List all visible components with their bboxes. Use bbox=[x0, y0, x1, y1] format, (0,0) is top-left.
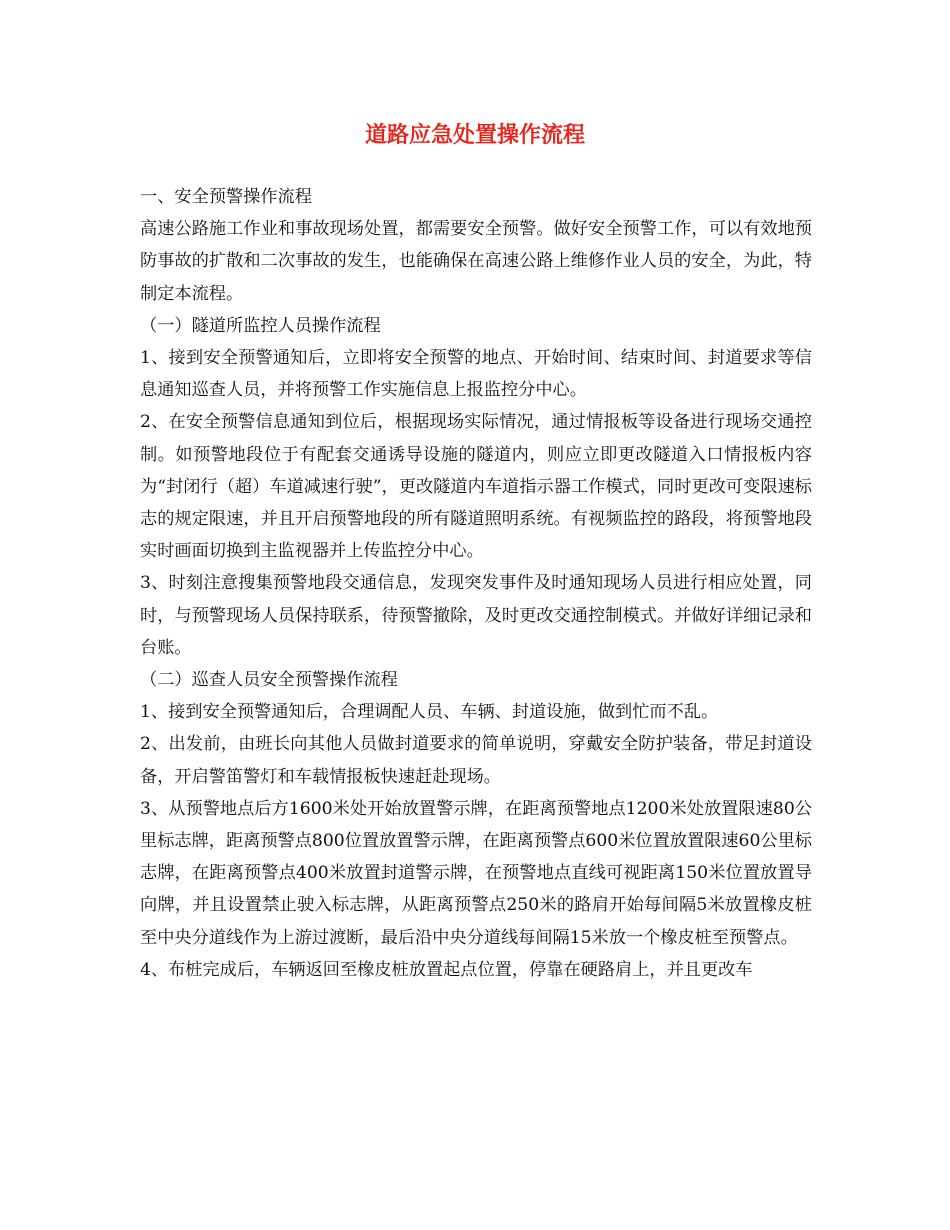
step-paragraph: 1、接到安全预警通知后，合理调配人员、车辆、封道设施，做到忙而不乱。 bbox=[140, 702, 719, 723]
step-paragraph: 2、出发前，由班长向其他人员做封道要求的简单说明，穿戴安全防护装备，带足封道设备，开启警笛警灯和车载情报板快速赶赴现场。 bbox=[140, 734, 812, 787]
step-paragraph: 1、接到安全预警通知后，立即将安全预警的地点、开始时间、结束时间、封道要求等信息通知巡查人员，并将预警工作实施信息上报监控分中心。 bbox=[140, 348, 812, 401]
section-heading: 一、安全预警操作流程 bbox=[140, 187, 312, 207]
step-paragraph: 4、布桩完成后，车辆返回至橡皮桩放置起点位置，停靠在硬路肩上，并且更改车 bbox=[140, 959, 753, 980]
document-title: 道路应急处置操作流程 bbox=[364, 122, 585, 148]
step-paragraph: 3、时刻注意搜集预警地段交通信息，发现突发事件及时通知现场人员进行相应处置，同时，与预警现场人员保持联系，待预警撤除，及时更改交通控制模式。并做好详细记录和台账。 bbox=[140, 573, 812, 658]
intro-paragraph: 高速公路施工作业和事故现场处置，都需要安全预警。做好安全预警工作，可以有效地预防事故的扩散和二次事故的发生，也能确保在高速公路上维修作业人员的安全，为此，特制定本流程。 bbox=[140, 219, 812, 304]
step-paragraph: 3、从预警地点后方1600米处开始放置警示牌，在距离预警地点1200米处放置限速80公里标志牌，距离预警点800位置放置警示牌，在距离预警点600米位置放置限速60公里标志牌，在距离预警点400米放置封道警示牌，在预警地点直线可视距离150米位置放置导向牌，并且设置禁止驶入标志牌，从距离预警点250米的路肩开始每间隔5米放置橡皮桩至中央分道线作为上游过渡断，最后沿中央分道线每间隔15米放一个橡皮桩至预警点。 bbox=[140, 798, 812, 948]
document-body bbox=[140, 181, 812, 986]
step-paragraph: 2、在安全预警信息通知到位后，根据现场实际情况，通过情报板等设备进行现场交通控制。如预警地段位于有配套交通诱导设施的隧道内，则应立即更改隧道入口情报板内容为“封闭行（超）车道减速行驶”，更改隧道内车道指示器工作模式，同时更改可变限速标志的规定限速，并且开启预警地段的所有隧道照明系统。有视频监控的路段，将预警地段实时画面切换到主监视器并上传监控分中心。 bbox=[140, 412, 812, 562]
subsection-heading: （二）巡查人员安全预警操作流程 bbox=[140, 670, 398, 691]
subsection-heading: （一）隧道所监控人员操作流程 bbox=[140, 315, 381, 336]
